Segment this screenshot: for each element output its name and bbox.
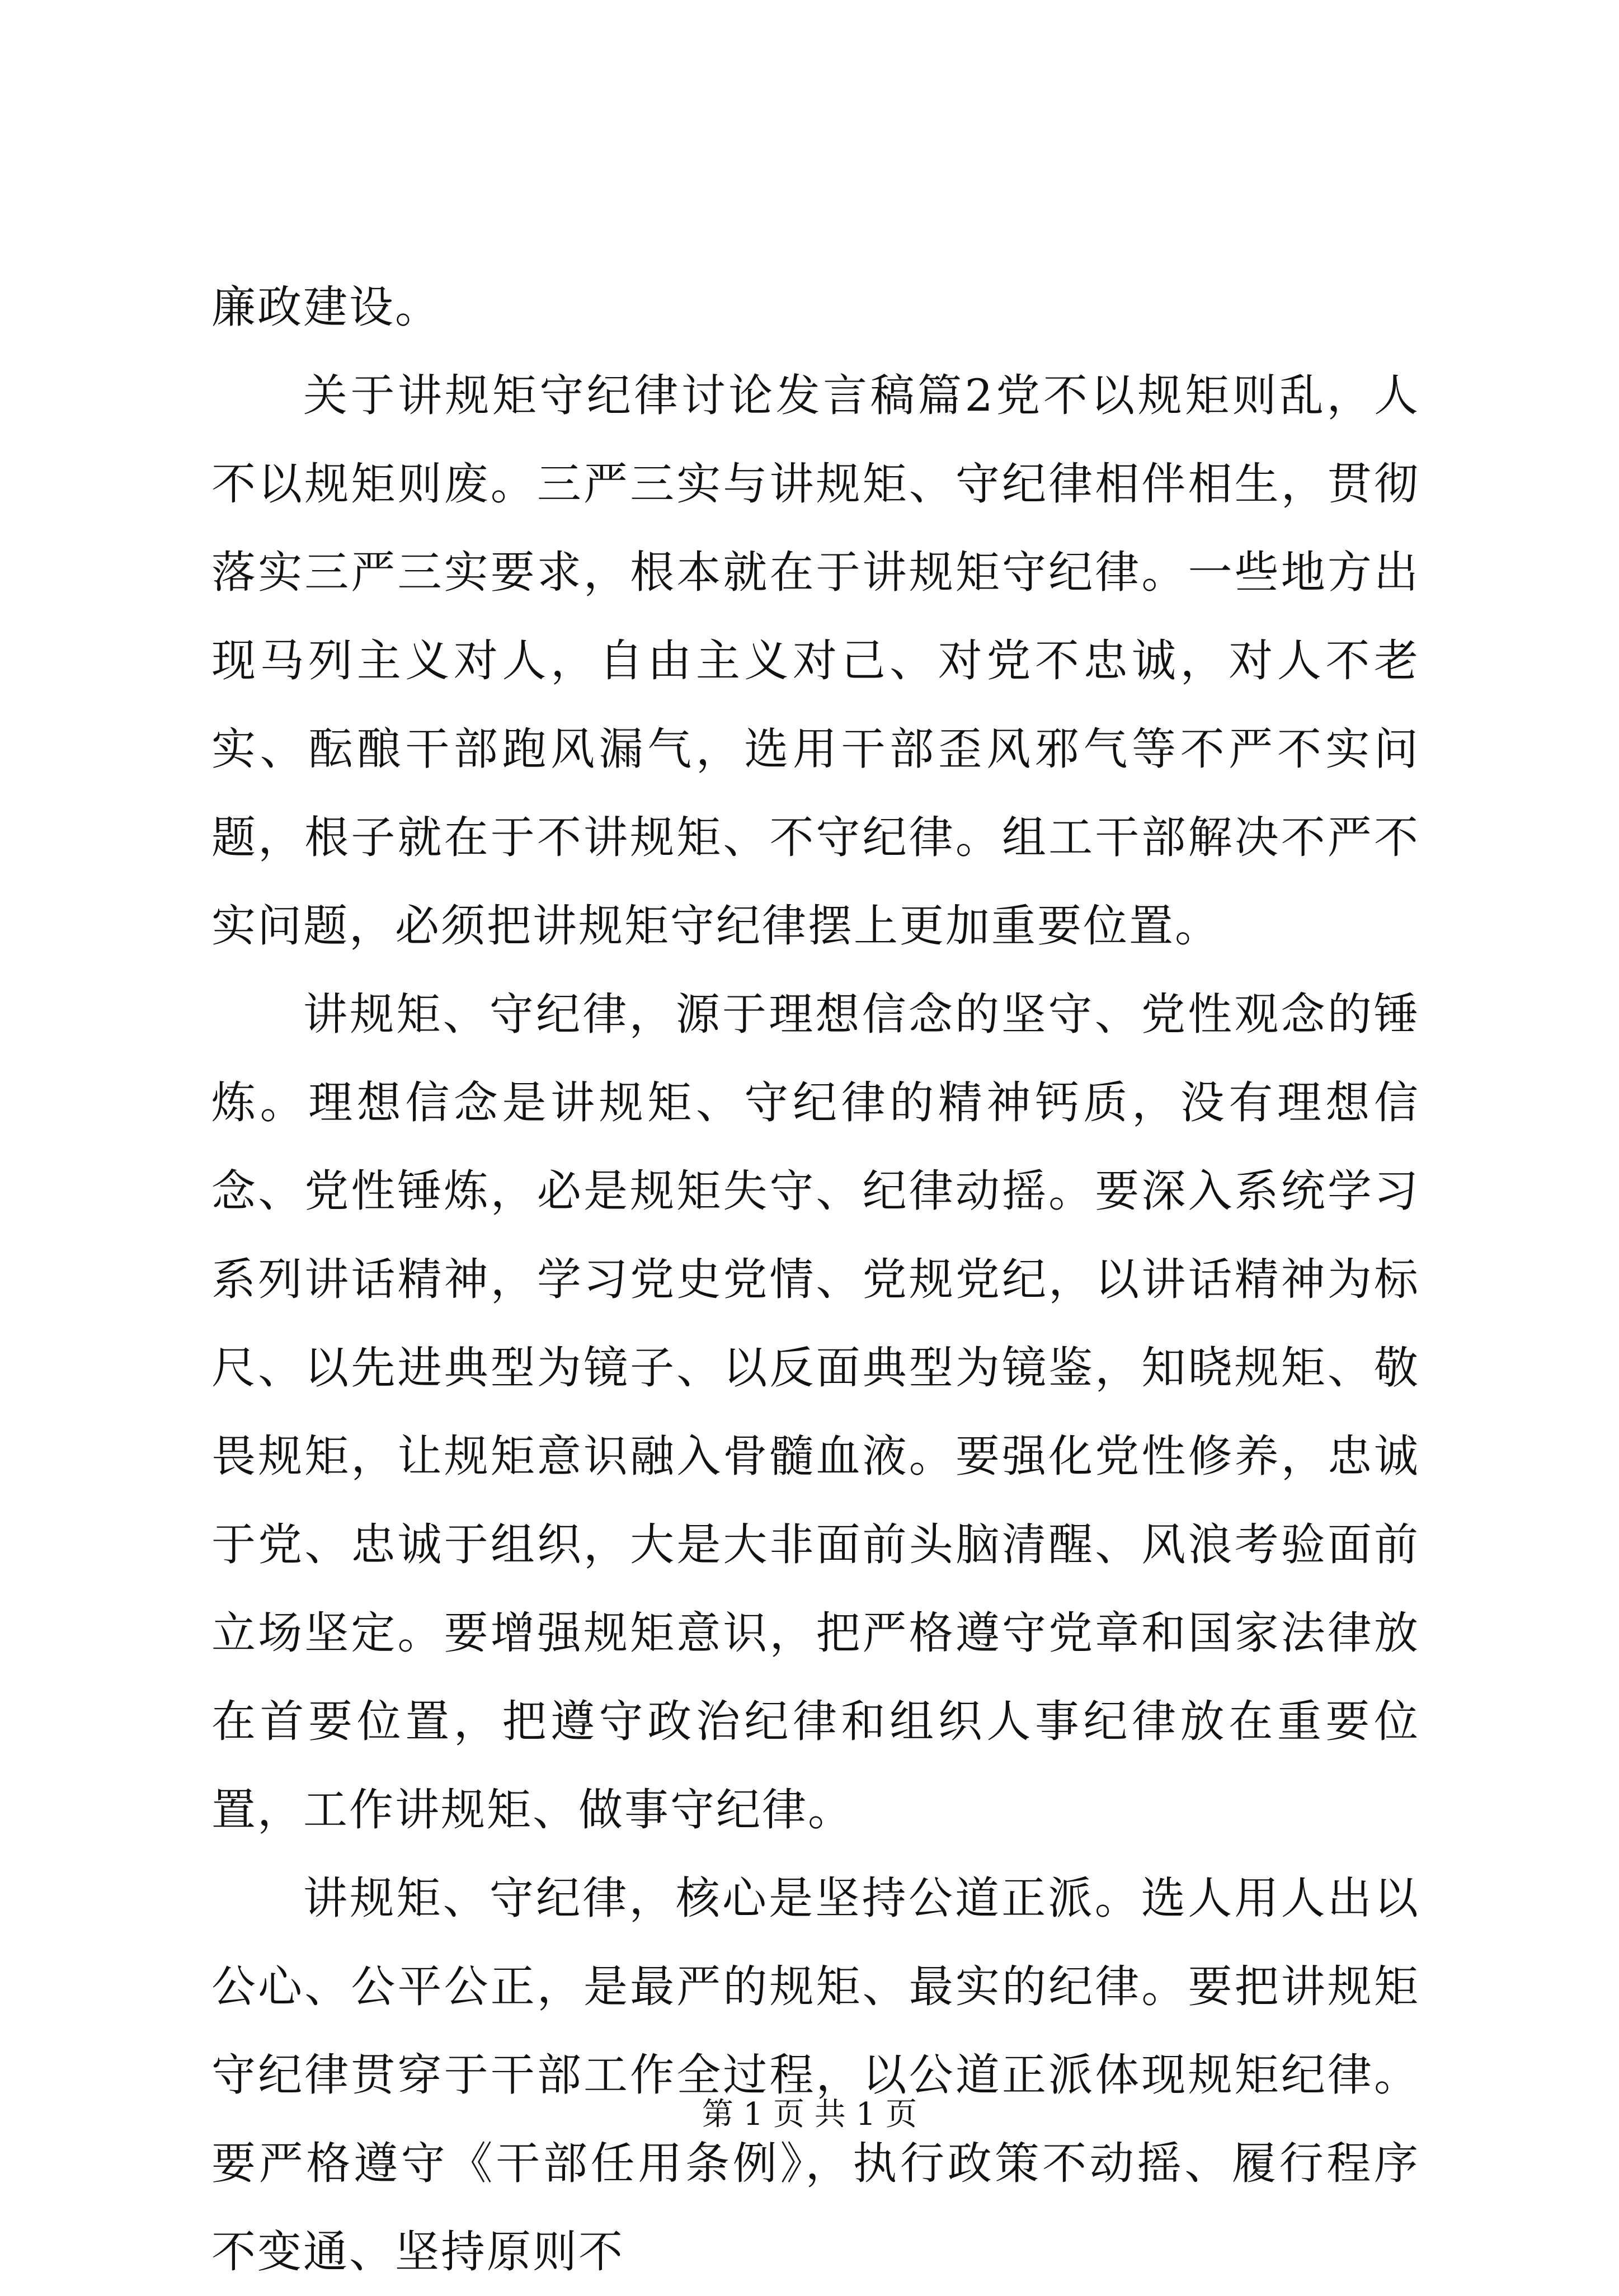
paragraph-4: 讲规矩、守纪律，核心是坚持公道正派。选人用人出以公心、公平公正，是最严的规矩、最实的纪律。要把讲规矩守纪律贯穿于干部工作全过程，以公道正派体现规矩纪律。要严格遵守《干部任用条例》，执行政策不动摇、履行程序不变通、坚持原则不 bbox=[211, 1872, 1420, 2278]
paragraph-2: 关于讲规矩守纪律讨论发言稿篇2党不以规矩则乱，人不以规矩则废。三严三实与讲规矩、守纪律相伴相生，贯彻落实三严三实要求，根本就在于讲规矩守纪律。一些地方出现马列主义对人，自由主义对己、对党不忠诚，对人不老实、酝酿干部跑风漏气，选用干部歪风邪气等不严不实问题，根子就在于不讲规矩、不守纪律。组工干部解决不严不实问题，必须把讲规矩守纪律摆上更加重要位置。 bbox=[211, 370, 1420, 952]
page-number-footer: 第 1 页 共 1 页 bbox=[702, 2096, 917, 2133]
paragraph-1: 廉政建设。 bbox=[211, 281, 441, 333]
document-body bbox=[211, 263, 1420, 2296]
paragraph-3: 讲规矩、守纪律，源于理想信念的坚守、党性观念的锤炼。理想信念是讲规矩、守纪律的精神钙质，没有理想信念、党性锤炼，必是规矩失守、纪律动摇。要深入系统学习系列讲话精神，学习党史党情、党规党纪，以讲话精神为标尺、以先进典型为镜子、以反面典型为镜鉴，知晓规矩、敬畏规矩，让规矩意识融入骨髓血液。要强化党性修养，忠诚于党、忠诚于组织，大是大非面前头脑清醒、风浪考验面前立场坚定。要增强规矩意识，把严格遵守党章和国家法律放在首要位置，把遵守政治纪律和组织人事纪律放在重要位置，工作讲规矩、做事守纪律。 bbox=[211, 989, 1420, 1836]
